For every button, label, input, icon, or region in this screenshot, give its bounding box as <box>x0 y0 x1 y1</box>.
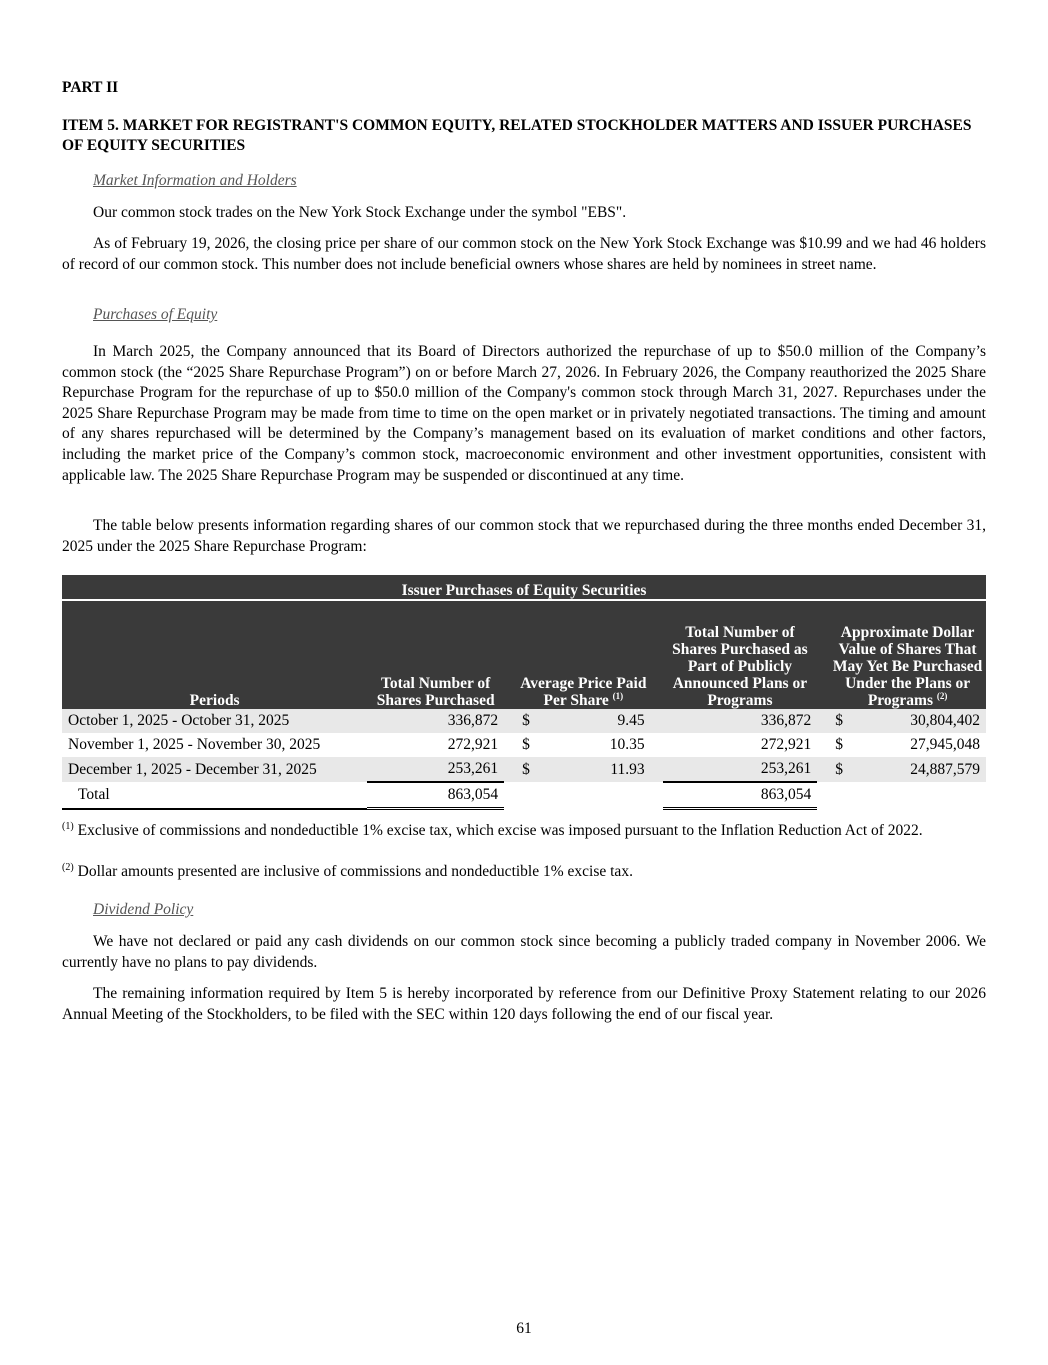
header-total-shares: Total Number of Shares Purchased <box>367 600 504 709</box>
header-approx-value: Approximate Dollar Value of Shares That May Yet Be Purchased Under the Plans or Programs $^{(2)}$ <box>829 600 986 709</box>
table-caption: Issuer Purchases of Equity Securities <box>62 575 986 600</box>
row-plan-shares: 253,261 <box>663 757 818 782</box>
row-price: $ 11.93 <box>516 757 651 782</box>
dividend-heading: Dividend Policy <box>93 901 194 918</box>
header-average-price: Average Price Paid Per Share $^{(1)}$ <box>516 600 651 709</box>
row-plan-shares: 272,921 <box>760 736 812 753</box>
row-price: $ 10.35 <box>522 736 645 753</box>
dividend-paragraph-2: The remaining information required by Item 5 is hereby incorporated by reference from our Definitive Proxy Statement relating to our 2026 Annual Meeting of the Stockholders, to be filed with the SEC within 120 days following the end of our fiscal year. <box>62 985 986 1023</box>
total-plan-shares: 863,054 <box>663 782 818 809</box>
row-value: $ 24,887,579 <box>829 757 986 782</box>
row-plan-shares: 336,872 <box>663 709 818 733</box>
market-paragraph-1: Our common stock trades on the New York Stock Exchange under the symbol "EBS". <box>93 204 627 221</box>
row-value: $ 30,804,402 <box>829 709 986 733</box>
row-shares: 253,261 <box>367 757 504 782</box>
table-row <box>62 709 986 733</box>
row-value: $ 27,945,048 <box>835 736 980 753</box>
purchases-heading: Purchases of Equity <box>93 306 218 323</box>
repurchase-table <box>62 575 986 810</box>
purchases-paragraph-2: The table below presents information regarding shares of our common stock that we repurchased during the three months ended December 31, 2025 under the 2025 Share Repurchase Program: <box>62 517 986 555</box>
page-number: 61 <box>516 1320 532 1337</box>
dividend-paragraph-1: We have not declared or paid any cash dividends on our common stock since becoming a publicly traded company in November 2006. We currently have no plans to pay dividends. <box>62 933 986 971</box>
footnote-1: $^{(1)}$ Exclusive of commissions and nondeductible 1% excise tax, which excise was imposed pursuant to the Inflation Reduction Act of 2022. <box>62 821 923 840</box>
table-row <box>62 733 986 757</box>
market-info-heading: Market Information and Holders <box>93 172 297 189</box>
item-title: ITEM 5. MARKET FOR REGISTRANT'S COMMON EQUITY, RELATED STOCKHOLDER MATTERS AND ISSUER PURCHASES OF EQUITY SECURITIES <box>62 117 972 154</box>
header-public-plans: Total Number of Shares Purchased as Part of Publicly Announced Plans or Programs <box>663 600 818 709</box>
total-shares: 863,054 <box>367 782 504 809</box>
row-period: November 1, 2025 - November 30, 2025 <box>68 736 321 753</box>
row-shares: 272,921 <box>447 736 499 753</box>
table-row <box>62 757 986 782</box>
header-periods: Periods <box>62 600 367 709</box>
row-price: $ 9.45 <box>516 709 651 733</box>
total-label: Total <box>62 782 367 809</box>
row-shares: 336,872 <box>367 709 504 733</box>
row-period: December 1, 2025 - December 31, 2025 <box>62 757 367 782</box>
purchases-paragraph-1: In March 2025, the Company announced that its Board of Directors authorized the repurchase of up to $50.0 million of the Company’s common stock (the “2025 Share Repurchase Program”) on or before March 27, 2026. In February 2026, the Company reauthorized the 2025 Share Repurchase Program for the repurchase of up to $50.0 million of the Company's common stock through March 31, 2027. Repurchases under the 2025 Share Repurchase Program may be made from time to time on the open market or in privately negotiated transactions. The timing and amount of any shares repurchased will be determined by the Company’s management based on its evaluation of market conditions and other factors, including the market price of the Company’s common stock, macroeconomic environment and other investment opportunities, consistent with applicable law. The 2025 Share Repurchase Program may be suspended or discontinued at any time. <box>62 343 986 484</box>
table-total-row <box>62 782 986 809</box>
footnote-2: $^{(2)}$ Dollar amounts presented are inclusive of commissions and nondeductible 1% excise tax. <box>62 862 633 881</box>
part-label: PART II <box>62 79 119 96</box>
market-paragraph-2: As of February 19, 2026, the closing price per share of our common stock on the New York Stock Exchange was $10.99 and we had 46 holders of record of our common stock. This number does not include beneficial owners whose shares are held by nominees in street name. <box>62 235 986 273</box>
row-period: October 1, 2025 - October 31, 2025 <box>62 709 367 733</box>
